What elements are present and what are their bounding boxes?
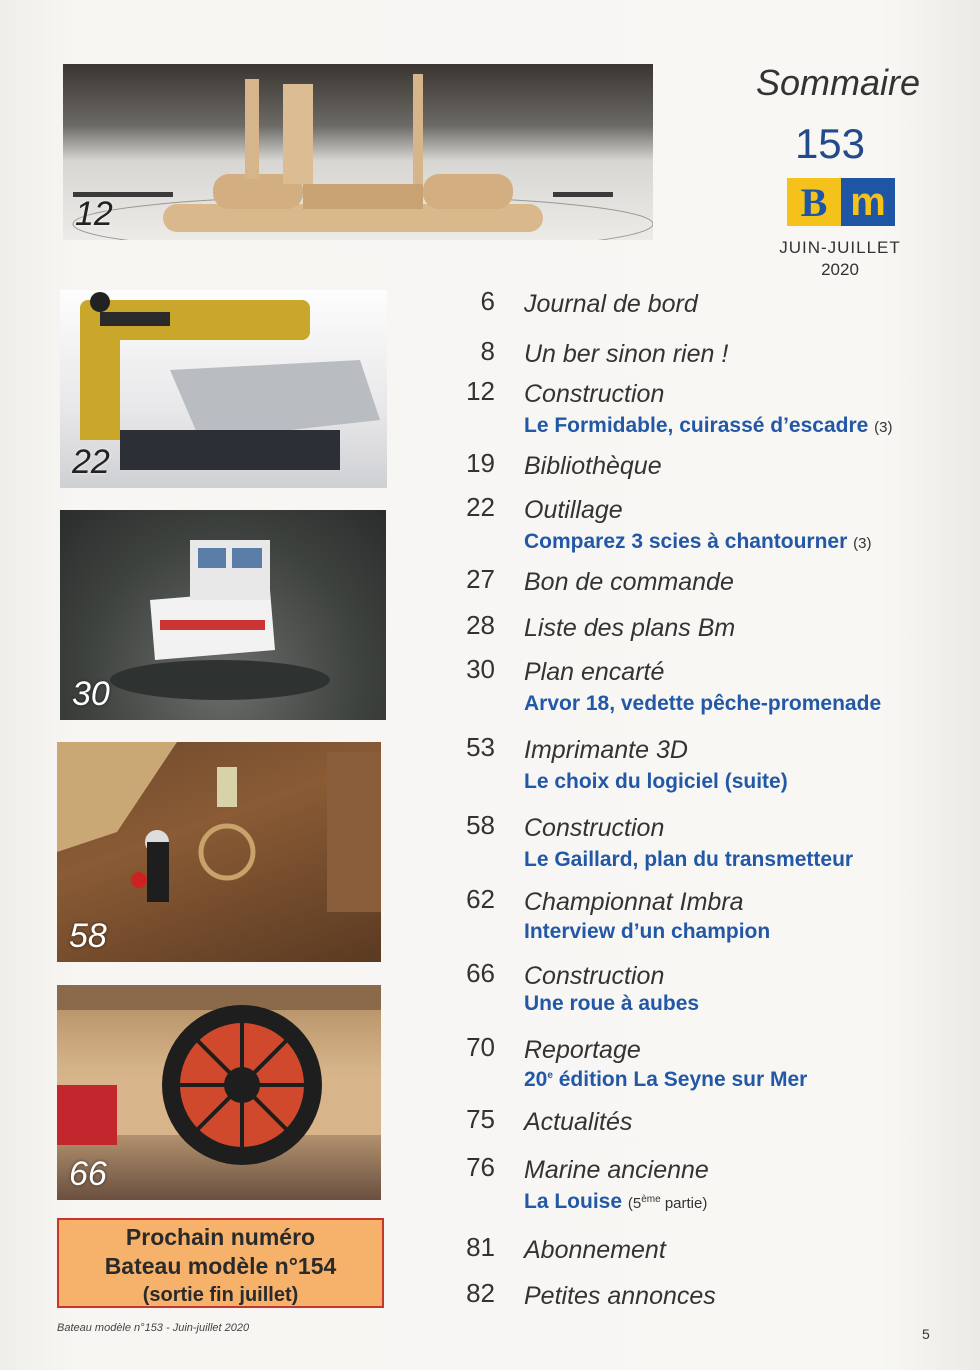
toc-page-number: 53: [466, 732, 495, 762]
photo-warship-model: [63, 64, 653, 240]
toc-subtitle-number: 20: [524, 1068, 548, 1091]
issue-year: 2020: [821, 260, 859, 279]
magazine-logo: [787, 178, 895, 226]
toc-page-number: 30: [466, 654, 495, 684]
toc-title: Bon de commande: [524, 568, 734, 596]
toc-part-note-text: partie): [660, 1195, 708, 1212]
toc-subtitle-text: édition La Seyne sur Mer: [552, 1068, 808, 1091]
toc-subtitle: Arvor 18, vedette pêche-promenade: [524, 692, 882, 715]
toc-page-number: 19: [466, 448, 495, 478]
toc-part-note: [628, 1195, 707, 1212]
toc-title: Journal de bord: [524, 290, 698, 318]
toc-subtitle: Le choix du logiciel (suite): [524, 770, 788, 793]
toc-subtitle: [524, 414, 893, 438]
toc-title: Reportage: [524, 1036, 641, 1064]
toc-subtitle-text: Comparez 3 scies à chantourner: [524, 530, 848, 553]
photo-paddle-wheel: [57, 985, 381, 1200]
toc-subtitle: [524, 1068, 807, 1092]
photo-motor-boat: [60, 510, 386, 720]
toc-subtitle: Une roue à aubes: [524, 992, 700, 1015]
photo-wheelhouse: [57, 742, 381, 962]
logo-letter-m: m: [841, 178, 895, 226]
toc-title: Un ber sinon rien !: [524, 340, 729, 368]
toc-page-number: 6: [480, 286, 495, 316]
photo-page-number: 58: [69, 917, 107, 955]
toc-title: Bibliothèque: [524, 452, 662, 480]
toc-page-number: 82: [466, 1278, 495, 1308]
toc-subtitle-text: Le Formidable, cuirassé d’escadre: [524, 414, 869, 437]
warship-illustration: [63, 64, 653, 240]
toc-subtitle-text: La Louise: [524, 1190, 623, 1213]
photo-page-number: 66: [69, 1155, 107, 1193]
next-issue-title: Bateau modèle n°154: [104, 1253, 337, 1279]
next-issue-release: (sortie fin juillet): [142, 1284, 299, 1306]
toc-title: Construction: [524, 380, 665, 408]
toc-part-note-number: (5: [627, 1195, 642, 1212]
toc-page-number: 75: [466, 1104, 495, 1134]
toc-title: Petites annonces: [524, 1282, 716, 1310]
toc-page-number: 66: [466, 958, 495, 988]
logo-letter-b: B: [787, 178, 841, 226]
photo-page-number: 22: [72, 443, 110, 481]
toc-part-note-superscript: ème: [641, 1194, 661, 1205]
issue-months: JUIN-JUILLET: [779, 238, 901, 257]
toc-page-number: 58: [466, 810, 495, 840]
toc-subtitle: [524, 530, 871, 554]
toc-page-number: 76: [466, 1152, 495, 1182]
next-issue-box: [57, 1218, 384, 1308]
toc-title: Liste des plans Bm: [524, 614, 736, 642]
page-title: Sommaire: [755, 62, 920, 103]
toc-page-number: 27: [466, 564, 495, 594]
toc-page-number: 22: [466, 492, 495, 522]
photo-page-number: 12: [75, 195, 113, 233]
toc-title: Abonnement: [524, 1236, 666, 1264]
toc-title: Plan encarté: [524, 658, 665, 686]
next-issue-heading: Prochain numéro: [125, 1224, 316, 1250]
toc-subtitle: Interview d’un champion: [524, 920, 771, 943]
page-number: 5: [922, 1326, 930, 1342]
toc-page-number: 12: [466, 376, 495, 406]
toc-subtitle: Le Gaillard, plan du transmetteur: [524, 848, 854, 871]
toc-page-number: 81: [466, 1232, 495, 1262]
toc-title: Actualités: [524, 1108, 633, 1136]
toc-page-number: 70: [466, 1032, 495, 1062]
toc-part-note: (3): [853, 535, 872, 552]
toc-title: Championnat Imbra: [524, 888, 744, 916]
footer-credit: Bateau modèle n°153 - Juin-juillet 2020: [57, 1322, 250, 1334]
toc-page-number: 62: [466, 884, 495, 914]
photo-scroll-saw: [60, 290, 387, 488]
photo-page-number: 30: [72, 675, 110, 713]
toc-part-note: (3): [874, 419, 893, 436]
issue-number: 153: [794, 120, 866, 167]
toc-title: Construction: [524, 814, 665, 842]
toc-page-number: 28: [466, 610, 495, 640]
toc-title: Marine ancienne: [524, 1156, 709, 1184]
toc-subtitle: [524, 1190, 707, 1214]
toc-title: Outillage: [524, 496, 623, 524]
toc-title: Imprimante 3D: [524, 736, 688, 764]
toc-subtitle-superscript: e: [547, 1070, 553, 1081]
toc-page-number: 8: [480, 336, 495, 366]
toc-title: Construction: [524, 962, 665, 990]
